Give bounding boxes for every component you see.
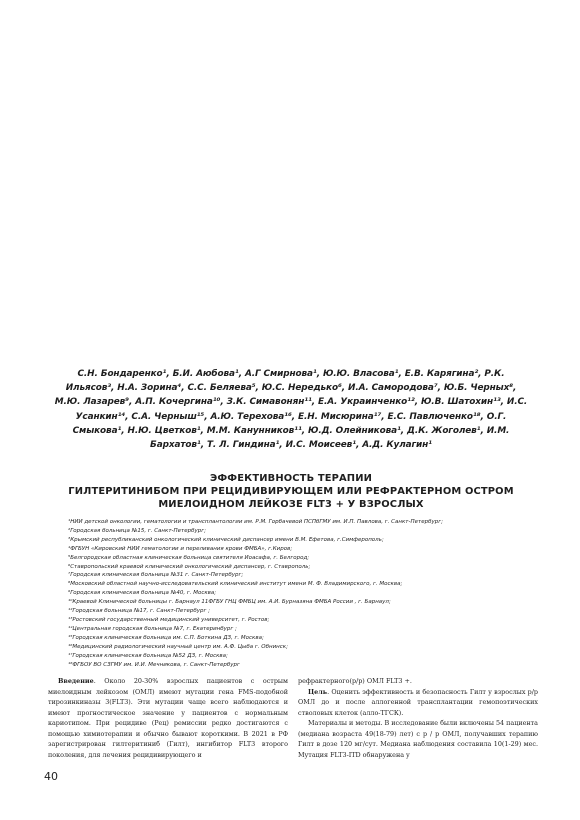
intro-label: Введение: [58, 677, 94, 685]
affiliation-item: ¹⁴Центральная городская больница №7, г. Екатеринбург ;: [68, 625, 237, 632]
affiliation-item: ⁶Ставропольский краевой клинический онкологический диспансер, г. Ставрополь;: [68, 563, 311, 570]
affiliation-item: ²Городская больница №15, г. Санкт-Петербург;: [68, 527, 207, 534]
article-title: [48, 472, 534, 511]
affiliation-item: ¹⁵Городская клиническая больница им. С.П. Боткина ДЗ, г. Москва;: [68, 634, 264, 641]
affiliation-list: [68, 518, 538, 669]
affiliation-item: ⁴ФГБУН «Кировский НИИ гематологии и переливания крови ФМБА», г.Киров;: [68, 545, 293, 552]
affiliation-item: ¹⁸ФГБОУ ВО СЗГМУ им. И.И. Мечникова, г. Санкт-Петербург: [68, 661, 240, 668]
affiliation-item: ¹²Городская больница №17, г. Санкт-Петербург ;: [68, 608, 210, 615]
page-number: 40: [44, 770, 58, 783]
title-line: ГИЛТЕРИТИНИБОМ ПРИ РЕЦИДИВИРУЮЩЕМ ИЛИ РЕФРАКТЕРНОМ ОСТРОМ: [68, 486, 514, 497]
intro-paragraph: [48, 676, 288, 760]
aim-paragraph: [298, 687, 538, 719]
affiliation-item: ³Крымский республиканский онкологический клинический диспансер имени В.М. Ефетова, г.Симферополь;: [68, 536, 384, 543]
body-column-left: [48, 676, 288, 760]
affiliation-item: ¹⁰Краевой Клинической больницы г. Барнаул 11ФГБУ ГНЦ ФМБЦ им. А.И. Бурназяна ФМБА России , г. Барнаул;: [68, 599, 391, 606]
title-line: ЭФФЕКТИВНОСТЬ ТЕРАПИИ: [209, 473, 373, 484]
methods-label: Материалы и методы: [308, 719, 381, 727]
body-column-right: [298, 676, 538, 760]
affiliation-item: ⁹Городская клиническая больница №40, г. Москва;: [68, 590, 217, 597]
methods-text: . В исследование были включены 54 пациента (медиана возраста 49(18-79) лет) с р / р ОМЛ, получавших терапию Гилт в дозе 120 мг/сут. Медиана наблюдения составила 10(1-29) мес. Мутация FLT3-ITD обнаружена у: [298, 719, 538, 759]
title-line: МИЕЛОИДНОМ ЛЕЙКОЗЕ FLT3 + У ВЗРОСЛЫХ: [158, 499, 424, 510]
affiliation-item: ⁵Белгородская областная клиническая больница святителя Иоасафа, г. Белгород;: [68, 554, 310, 561]
continuation-paragraph: рефрактерного(р/р) ОМЛ FLT3 +.: [298, 677, 412, 685]
intro-text: . Около 20-30% взрослых пациентов с острым миелоидным лейкозом (ОМЛ) имеют мутации гена FMS-подобной тирозинкиназы 3(FLT3). Эти мутации чаще всего наблюдаются и имеют прогностическое значение у пациентов с нормальным кариотипом. При рецидиве (Рец) ремиссии редко достигаются с помощью химиотерапии и обычно бывают короткими. В 2021 в РФ зарегистрирован гилтеритиниб (Гилт), ингибитор FLT3 второго поколения, для лечения рецидивирующего и: [48, 677, 288, 759]
affiliation-item: ⁷Городская клиническая больница №31 г. Санкт-Петербург;: [68, 572, 244, 579]
methods-paragraph: [298, 718, 538, 760]
aim-text: . Оценить эффективность и безопасность Гилт у взрослых р/р ОМЛ до и после аллогенной трансплантации гемопоэтических стволовых клеток (алло-ТГСК).: [298, 687, 538, 717]
affiliation-item: ¹³Ростовский государственный медицинский университет, г. Ростов;: [68, 616, 270, 623]
affiliation-item: ⁸Московский областной научно-исследовательский клинический институт имени М. Ф. Владимирского, г. Москва;: [68, 581, 403, 588]
affiliation-item: ¹⁶Медицинский радиологический научный центр им. А.Ф. Цыба г. Обнинск;: [68, 643, 288, 650]
aim-label: Цель: [308, 687, 328, 696]
affiliation-item: ¹НИИ детской онкологии, гематологии и трансплантологии им. Р.М. Горбачевой ПСПбГМУ им. И.П. Павлова, г. Санкт-Петербург;: [68, 519, 443, 525]
affiliation-item: ¹⁷Городская клиническая больница №52 ДЗ, г. Москва;: [68, 652, 228, 659]
author-list: С.Н. Бондаренко¹, Б.И. Аюбова¹, А.Г Смирнова¹, Ю.Ю. Власова¹, Е.В. Карягина², Р.К. Ильясов³, Н.А. Зорина⁴, С.С. Беляева⁵, Ю.С. Нередько⁶, И.А. Самородова⁷, Ю.Б. Черных⁸, М.Ю. Лазарев⁹, А.П. Кочергина¹⁰, З.К. Симавонян¹¹, Е.А. Украинченко¹², Ю.В. Шатохин¹³, И.С. Усанкин¹⁴, С.А. Черныш¹⁵, А.Ю. Терехова¹⁶, Е.Н. Мисюрина¹⁷, Е.С. Павлюченко¹⁸, О.Г. Смыкова¹, Н.Ю. Цветков¹, М.М. Канунников¹¹, Ю.Д. Олейникова¹, Д.К. Жоголев¹, И.М. Бархатов¹, Т. Л. Гиндина¹, И.С. Моисеев¹, А.Д. Кулагин¹: [54, 369, 528, 451]
